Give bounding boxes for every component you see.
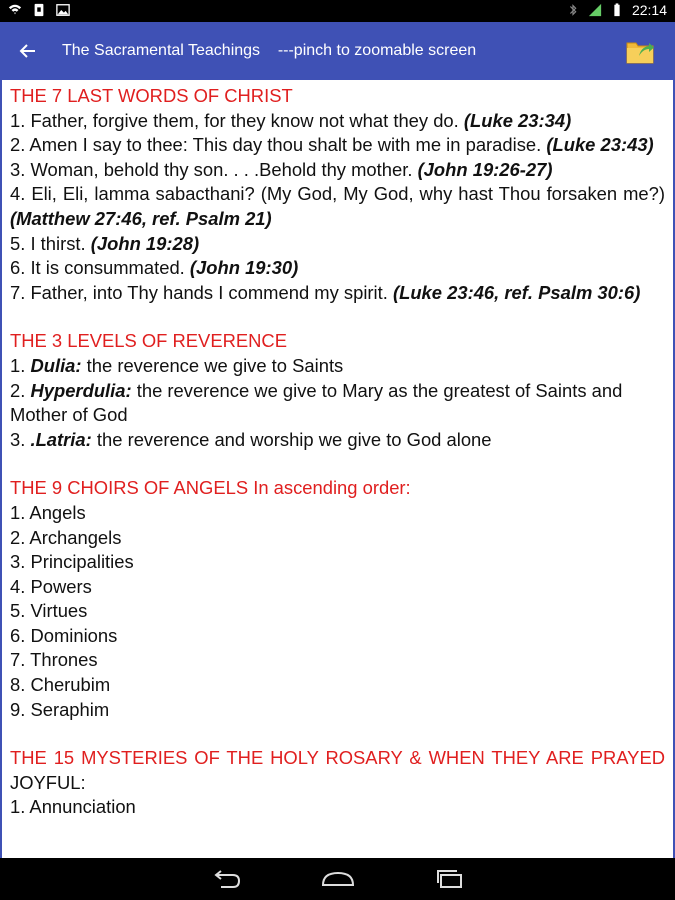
section-heading: THE 3 LEVELS OF REVERENCE: [10, 330, 287, 352]
list-item: 1. Annunciation: [10, 796, 136, 818]
arrow-left-icon: [19, 42, 37, 60]
list-item: 6. Dominions: [10, 624, 118, 646]
battery-icon: [610, 3, 624, 17]
back-button[interactable]: [0, 22, 56, 80]
navigation-bar: [0, 858, 675, 900]
list-item: 7. Father, into Thy hands I commend my spirit. (Luke 23:46, ref. Psalm 30:6): [10, 281, 641, 303]
list-item: 2. Hyperdulia: the reverence we give to Mary as the greatest of Saints and Mother of God: [10, 379, 623, 426]
scripture-ref: (John 19:26-27): [417, 158, 553, 180]
status-notifications: [8, 3, 70, 17]
section-reverence: [10, 329, 665, 452]
scripture-ref: (John 19:30): [189, 257, 299, 279]
list-item: 5. I thirst. (John 19:28): [10, 232, 200, 254]
back-nav-icon: [211, 870, 241, 888]
app-title: The Sacramental Teachings ---pinch to zoomable screen: [62, 42, 477, 59]
list-item: 1. Dulia: the reverence we give to Saints: [10, 354, 344, 376]
signal-icon: [588, 3, 602, 17]
notification-icon: [32, 3, 46, 17]
list-item: 3. .Latria: the reverence and worship we give to God alone: [10, 428, 492, 450]
recents-nav-icon: [435, 869, 465, 889]
list-item: 7. Thrones: [10, 649, 98, 671]
list-item: 1. Father, forgive them, for they know not what they do. (Luke 23:34): [10, 109, 572, 131]
list-item: 9. Seraphim: [10, 698, 110, 720]
content-area[interactable]: [0, 80, 675, 858]
section-rosary: [10, 746, 665, 820]
wifi-icon: [8, 3, 22, 17]
scripture-ref: (Luke 23:43): [546, 134, 654, 156]
app-bar: [0, 22, 675, 80]
reverence-term: Dulia:: [30, 354, 82, 376]
home-nav-icon: [321, 871, 355, 887]
scripture-ref: (Luke 23:34): [463, 109, 572, 131]
list-item: 2. Archangels: [10, 526, 122, 548]
status-bar: [0, 0, 675, 22]
scripture-ref: (Luke 23:46, ref. Psalm 30:6): [392, 281, 641, 303]
nav-home-button[interactable]: [318, 866, 358, 892]
teachings-text: [2, 80, 673, 820]
list-item: 6. It is consummated. (John 19:30): [10, 257, 299, 279]
image-icon: [56, 3, 70, 17]
list-item: 5. Virtues: [10, 600, 88, 622]
section-last-words: [10, 84, 665, 305]
scripture-ref: (John 19:28): [90, 232, 200, 254]
reverence-term: .Latria:: [30, 428, 92, 450]
scripture-ref: (Matthew 27:46, ref. Psalm 21): [10, 207, 272, 229]
section-angels: [10, 476, 665, 722]
share-folder-icon: [625, 37, 655, 65]
list-item: 2. Amen I say to thee: This day thou shalt be with me in paradise. (Luke 23:43): [10, 134, 654, 156]
status-system: [566, 2, 667, 18]
list-item: 1. Angels: [10, 501, 86, 523]
list-item: 3. Principalities: [10, 551, 134, 573]
reverence-term: Hyperdulia:: [30, 379, 132, 401]
list-item: 4. Eli, Eli, lamma sabacthani? (My God, My God, why hast Thou forsaken me?) (Matthew 27:46, ref. Psalm 21): [10, 183, 665, 229]
status-time: 22:14: [631, 2, 667, 18]
nav-back-button[interactable]: [206, 866, 246, 892]
list-item: 3. Woman, behold thy son. . . .Behold thy mother. (John 19:26-27): [10, 158, 553, 180]
share-button[interactable]: [615, 22, 665, 80]
nav-recents-button[interactable]: [430, 866, 470, 892]
section-heading: THE 9 CHOIRS OF ANGELS In ascending order:: [10, 477, 411, 499]
list-item: 8. Cherubim: [10, 674, 111, 696]
section-heading: THE 7 LAST WORDS OF CHRIST: [10, 85, 293, 106]
bluetooth-icon: [566, 3, 580, 17]
list-item: 4. Powers: [10, 575, 92, 597]
section-heading: THE 15 MYSTERIES OF THE HOLY ROSARY & WHEN THEY ARE PRAYED JOYFUL:: [10, 747, 665, 793]
